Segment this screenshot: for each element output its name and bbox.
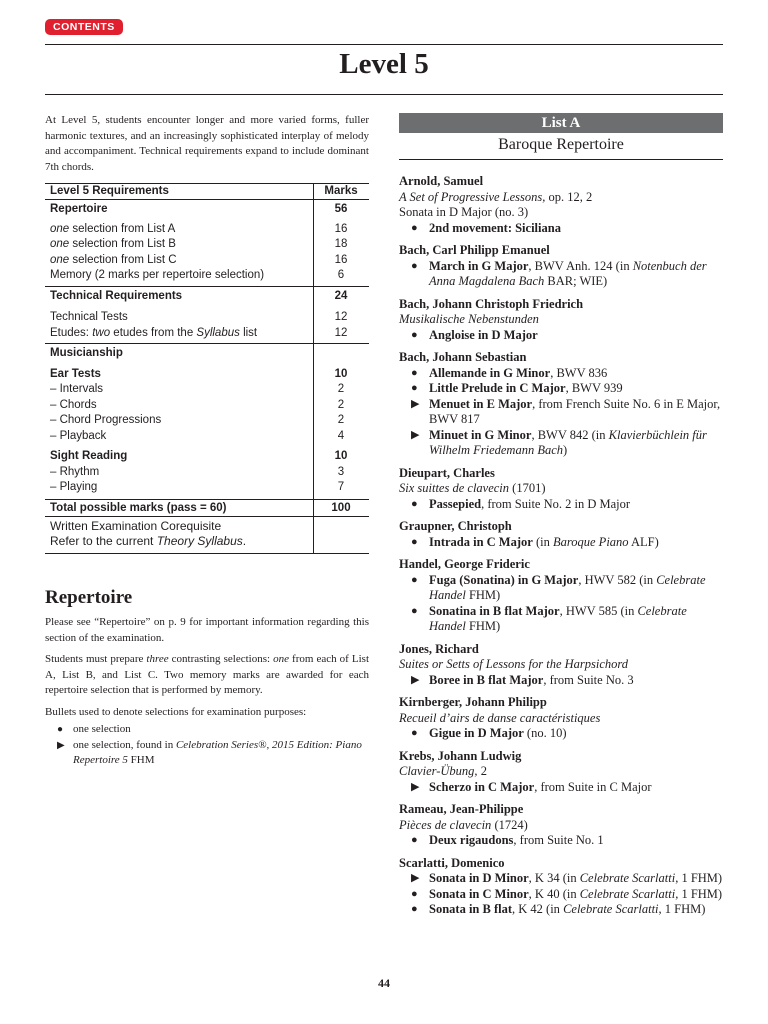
circle-bullet-icon: ● xyxy=(411,382,418,394)
legend-text: one selection, found in Celebration Series®, 2015 Edition: Piano Repertoire 5 FHM xyxy=(73,738,362,766)
technical-tests: Technical Tests xyxy=(50,311,128,323)
technical-section xyxy=(45,286,369,344)
piece-item xyxy=(399,328,723,344)
piece-text: 2nd movement: Siciliana xyxy=(429,220,561,235)
list-subtitle: Baroque Repertoire xyxy=(498,136,624,153)
sight-reading-label: Sight Reading xyxy=(50,450,128,462)
circle-bullet-icon: ● xyxy=(411,221,418,234)
composer-entry xyxy=(399,856,723,918)
total-row xyxy=(45,499,369,516)
written-note: Refer to the current Theory Syllabus. xyxy=(50,534,247,548)
piece-item xyxy=(399,871,723,887)
circle-bullet-icon: ● xyxy=(411,903,418,915)
circle-bullet-icon: ● xyxy=(411,573,418,586)
composer-name: Dieupart, Charles xyxy=(399,465,495,480)
collection: Pièces de clavecin (1724) xyxy=(399,817,528,832)
technical-marks: 24 xyxy=(334,289,348,302)
composer-name: Krebs, Johann Ludwig xyxy=(399,748,522,763)
bullet-legend xyxy=(45,722,369,769)
circle-bullet-icon: ● xyxy=(411,328,418,341)
composer-entry xyxy=(399,642,723,689)
arrow-bullet-icon: ▶ xyxy=(411,872,420,884)
piece-item xyxy=(399,780,723,796)
header-label: Level 5 Requirements xyxy=(50,185,169,197)
total-marks: 100 xyxy=(331,501,351,514)
legend-item xyxy=(45,722,369,738)
written-label: Written Examination Corequisite xyxy=(50,518,222,533)
repertoire-marks: 56 xyxy=(334,203,348,215)
piece-text: Sonatina in B flat Major, HWV 585 (in Celebrate Handel FHM) xyxy=(429,603,687,633)
piece-text: Passepied, from Suite No. 2 in D Major xyxy=(429,496,631,511)
piece-text: Sonata in C Minor, K 40 (in Celebrate Scarlatti, 1 FHM) xyxy=(429,886,723,901)
repertoire-note: Please see “Repertoire” on p. 9 for important information regarding this section of the examination. xyxy=(45,616,369,644)
list-rule xyxy=(399,159,723,160)
composer-entry xyxy=(399,557,723,635)
sight-reading-marks: 10 xyxy=(334,450,348,462)
collection: Clavier-Übung, 2 xyxy=(399,764,487,778)
composer-entry xyxy=(399,749,723,796)
piece-item xyxy=(399,604,723,635)
repertoire-instructions: Students must prepare three contrasting selections: one from each of List A, List B, and List C. Two memory marks are awarded for each repertoire selection that is performed by memory. xyxy=(45,653,369,696)
contents-button[interactable]: CONTENTS xyxy=(45,19,123,35)
list-c-requirement: one selection from List C xyxy=(50,253,177,266)
composer-entry xyxy=(399,243,723,290)
piece-item xyxy=(399,428,723,459)
composer-name: Scarlatti, Domenico xyxy=(399,855,505,870)
piece-item xyxy=(399,535,723,551)
musicianship-label: Musicianship xyxy=(50,347,123,359)
piece-item xyxy=(399,573,723,604)
requirements-table xyxy=(45,183,369,554)
playing-marks: 7 xyxy=(337,481,345,493)
technical-label: Technical Requirements xyxy=(50,289,183,302)
composer-name: Arnold, Samuel xyxy=(399,174,484,188)
piece-item xyxy=(399,397,723,428)
piece-text: March in G Major, BWV Anh. 124 (in Notenbuch der Anna Magdalena Bach BAR; WIE) xyxy=(429,258,707,288)
chords-item: – Chords xyxy=(50,398,97,411)
page-title: Level 5 xyxy=(339,48,429,80)
list-a-requirement: one selection from List A xyxy=(50,222,176,235)
composer-entry xyxy=(399,802,723,849)
circle-bullet-icon: ● xyxy=(411,535,418,548)
legend-text: one selection xyxy=(73,723,131,735)
composer-entry xyxy=(399,297,723,344)
circle-bullet-icon: ● xyxy=(411,887,418,900)
repertoire-heading: Repertoire xyxy=(45,587,133,608)
collection: Six suittes de clavecin (1701) xyxy=(399,481,546,495)
legend-item xyxy=(45,738,369,769)
piece-item xyxy=(399,673,723,689)
circle-bullet-icon: ● xyxy=(411,259,418,272)
composer-entry xyxy=(399,466,723,513)
list-a-marks: 16 xyxy=(334,222,348,235)
etudes-marks: 12 xyxy=(334,326,348,339)
intro-paragraph: At Level 5, students encounter longer and more varied forms, fuller harmonic textures, and an increasingly sophisticated interplay of melody and accompaniment. Technical requirements expand to include dominant 7th chords. xyxy=(45,114,369,173)
composer-name: Handel, George Frideric xyxy=(399,557,530,571)
bullets-note: Bullets used to denote selections for examination purposes: xyxy=(45,705,307,718)
piece-item xyxy=(399,726,723,742)
technical-tests-marks: 12 xyxy=(334,311,348,323)
playing-item: – Playing xyxy=(50,481,98,493)
playback-item: – Playback xyxy=(50,429,107,442)
list-c-marks: 16 xyxy=(334,253,348,266)
composer-name: Bach, Johann Christoph Friedrich xyxy=(399,296,584,311)
collection: Recueil d’airs de danse caractéristiques xyxy=(399,710,601,725)
collection: A Set of Progressive Lessons, op. 12, 2 xyxy=(399,189,593,204)
composer-name: Graupner, Christoph xyxy=(399,519,512,533)
repertoire-body xyxy=(45,615,369,769)
written-corequisite xyxy=(45,516,369,554)
total-label: Total possible marks (pass = 60) xyxy=(50,501,227,514)
piece-text: Allemande in G Minor, BWV 836 xyxy=(429,365,608,380)
title-rule xyxy=(45,94,723,95)
piece-item xyxy=(399,259,723,290)
list-b-marks: 18 xyxy=(334,238,348,250)
intervals-item: – Intervals xyxy=(50,383,104,395)
repertoire-label: Repertoire xyxy=(50,203,108,215)
rhythm-marks: 3 xyxy=(337,465,345,478)
composer-name: Kirnberger, Johann Philipp xyxy=(399,695,547,709)
piece-item xyxy=(399,902,723,918)
piece-text: Gigue in D Major (no. 10) xyxy=(429,726,567,740)
chords-marks: 2 xyxy=(337,398,345,411)
piece-text: Scherzo in C Major, from Suite in C Major xyxy=(429,779,652,794)
circle-bullet-icon: ● xyxy=(411,604,418,617)
collection: Musikalische Nebenstunden xyxy=(399,312,539,326)
piece-item xyxy=(399,887,723,903)
composer-name: Rameau, Jean-Philippe xyxy=(399,802,524,816)
ear-tests-label: Ear Tests xyxy=(50,367,101,380)
piece-text: Deux rigaudons, from Suite No. 1 xyxy=(429,833,604,847)
piece-item xyxy=(399,497,723,513)
arrow-bullet-icon: ▶ xyxy=(411,780,420,793)
composer-name: Bach, Johann Sebastian xyxy=(399,350,527,364)
piece-text: Little Prelude in C Major, BWV 939 xyxy=(429,381,623,395)
arrow-bullet-icon: ▶ xyxy=(411,397,420,410)
table-header xyxy=(45,183,369,199)
table-divider xyxy=(313,183,314,554)
work-line: Sonata in D Major (no. 3) xyxy=(399,205,529,219)
chord-progressions-item: – Chord Progressions xyxy=(50,414,162,426)
musicianship-section xyxy=(45,343,369,499)
arrow-bullet-icon: ▶ xyxy=(411,673,420,686)
intro-section xyxy=(45,113,369,175)
memory-requirement: Memory (2 marks per repertoire selection) xyxy=(50,269,265,281)
composer-name: Jones, Richard xyxy=(399,641,479,656)
header-marks: Marks xyxy=(324,185,358,197)
circle-bullet-icon: ● xyxy=(57,724,64,735)
piece-text: Sonata in D Minor, K 34 (in Celebrate Scarlatti, 1 FHM) xyxy=(429,871,723,885)
piece-text: Fuga (Sonatina) in G Major, HWV 582 (in Celebrate Handel FHM) xyxy=(429,572,706,602)
memory-marks: 6 xyxy=(337,269,345,281)
circle-bullet-icon: ● xyxy=(411,366,418,379)
circle-bullet-icon: ● xyxy=(411,497,418,510)
arrow-bullet-icon: ▶ xyxy=(411,428,420,441)
piece-text: Menuet in E Major, from French Suite No. 6 in E Major, BWV 817 xyxy=(429,396,721,426)
intervals-marks: 2 xyxy=(337,383,345,395)
list-b-requirement: one selection from List B xyxy=(50,238,176,250)
piece-item xyxy=(399,833,723,849)
etudes-requirement: Etudes: two etudes from the Syllabus list xyxy=(50,326,258,339)
circle-bullet-icon: ● xyxy=(411,727,418,739)
page-number: 44 xyxy=(378,976,390,990)
repertoire-section xyxy=(45,199,369,286)
collection: Suites or Setts of Lessons for the Harpsichord xyxy=(399,657,629,671)
ear-tests-marks: 10 xyxy=(334,367,348,380)
composer-entry xyxy=(399,174,723,236)
chord-progressions-marks: 2 xyxy=(337,414,345,426)
piece-text: Boree in B flat Major, from Suite No. 3 xyxy=(429,672,634,687)
composer-entry xyxy=(399,350,723,459)
playback-marks: 4 xyxy=(337,429,345,442)
composer-entry xyxy=(399,519,723,550)
circle-bullet-icon: ● xyxy=(411,834,418,846)
list-a-column xyxy=(399,113,723,925)
arrow-bullet-icon: ▶ xyxy=(57,739,65,751)
rhythm-item: – Rhythm xyxy=(50,465,100,478)
piece-text: Angloise in D Major xyxy=(429,327,538,342)
piece-item xyxy=(399,366,723,382)
piece-text: Minuet in G Minor, BWV 842 (in Klavierbüchlein für Wilhelm Friedemann Bach) xyxy=(429,427,707,457)
piece-item xyxy=(399,221,723,237)
composer-list xyxy=(399,174,723,918)
piece-item xyxy=(399,381,723,397)
piece-text: Intrada in C Major (in Baroque Piano ALF) xyxy=(429,534,659,549)
composer-entry xyxy=(399,695,723,742)
piece-text: Sonata in B flat, K 42 (in Celebrate Scarlatti, 1 FHM) xyxy=(429,902,706,916)
composer-name: Bach, Carl Philipp Emanuel xyxy=(399,243,550,257)
list-bar: List A xyxy=(399,113,723,133)
